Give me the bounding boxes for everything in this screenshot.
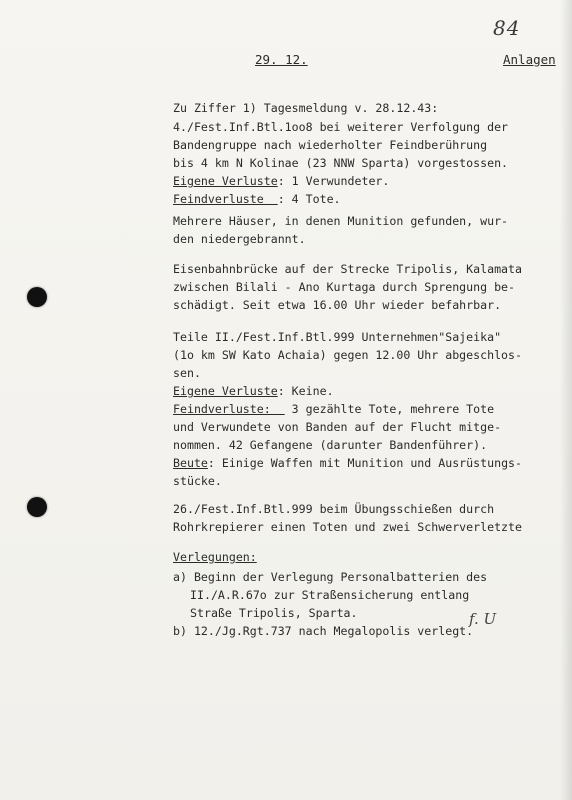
text-line: Mehrere Häuser, in denen Munition gefunden, wur-: [173, 214, 509, 228]
feindverluste-value: : 4 Tote.: [277, 192, 341, 206]
text-line: (1o km SW Kato Achaia) gegen 12.00 Uhr abgeschlos-: [173, 348, 523, 362]
text-line: zwischen Bilali - Ano Kurtaga durch Sprengung be-: [173, 280, 516, 294]
text-line: [173, 400, 494, 418]
text-line: Teile II./Fest.Inf.Btl.999 Unternehmen"Sajeika": [173, 330, 502, 344]
anlagen-label: Anlagen: [503, 52, 556, 67]
feindverluste-label: Feindverluste: [173, 192, 278, 206]
text-line: [173, 172, 389, 190]
list-item-continuation: II./A.R.67o zur Straßensicherung entlang: [190, 588, 470, 602]
text-line: und Verwundete von Banden auf der Flucht mitge-: [173, 420, 502, 434]
punch-hole-top: [27, 287, 47, 307]
text-line: schädigt. Seit etwa 16.00 Uhr wieder befahrbar.: [173, 298, 502, 312]
feindverluste-value: 3 gezählte Tote, mehrere Tote: [284, 402, 495, 416]
text-line: Rohrkrepierer einen Toten und zwei Schwerverletzte: [173, 520, 523, 534]
text-line: nommen. 42 Gefangene (darunter Bandenführer).: [173, 438, 488, 452]
feindverluste-label: Feindverluste:: [173, 402, 285, 416]
text-line: Bandengruppe nach wiederholter Feindberührung: [173, 138, 488, 152]
beute-label: Beute: [173, 456, 208, 470]
text-line: sen.: [173, 366, 201, 380]
beute-value: : Einige Waffen mit Munition und Ausrüstungs-: [207, 456, 523, 470]
text-line: [173, 190, 341, 208]
handwritten-initials: f. U: [469, 610, 497, 628]
list-item-continuation: Straße Tripolis, Sparta.: [190, 606, 358, 620]
text-line: [173, 382, 334, 400]
text-line: bis 4 km N Kolinae (23 NNW Sparta) vorgestossen.: [173, 156, 509, 170]
list-item: a) Beginn der Verlegung Personalbatterien des: [173, 570, 488, 584]
eigene-verluste-value: : Keine.: [277, 384, 334, 398]
text-line: stücke.: [173, 474, 222, 488]
verlegungen-heading: Verlegungen:: [173, 550, 257, 564]
eigene-verluste-label: Eigene Verluste: [173, 384, 278, 398]
text-line: 26./Fest.Inf.Btl.999 beim Übungsschießen durch: [173, 502, 495, 516]
page-edge-shadow: [560, 0, 572, 800]
eigene-verluste-value: : 1 Verwundeter.: [277, 174, 390, 188]
punch-hole-bottom: [27, 497, 47, 517]
text-line: Zu Ziffer 1) Tagesmeldung v. 28.12.43:: [173, 101, 439, 115]
folio-number: 84: [493, 16, 521, 40]
text-line: 4./Fest.Inf.Btl.1oo8 bei weiterer Verfolgung der: [173, 120, 509, 134]
text-line: Eisenbahnbrücke auf der Strecke Tripolis, Kalamata: [173, 262, 523, 276]
text-line: den niedergebrannt.: [173, 232, 306, 246]
document-date: 29. 12.: [255, 52, 308, 67]
list-item: b) 12./Jg.Rgt.737 nach Megalopolis verlegt.: [173, 624, 474, 638]
eigene-verluste-label: Eigene Verluste: [173, 174, 278, 188]
text-line: [173, 454, 522, 472]
